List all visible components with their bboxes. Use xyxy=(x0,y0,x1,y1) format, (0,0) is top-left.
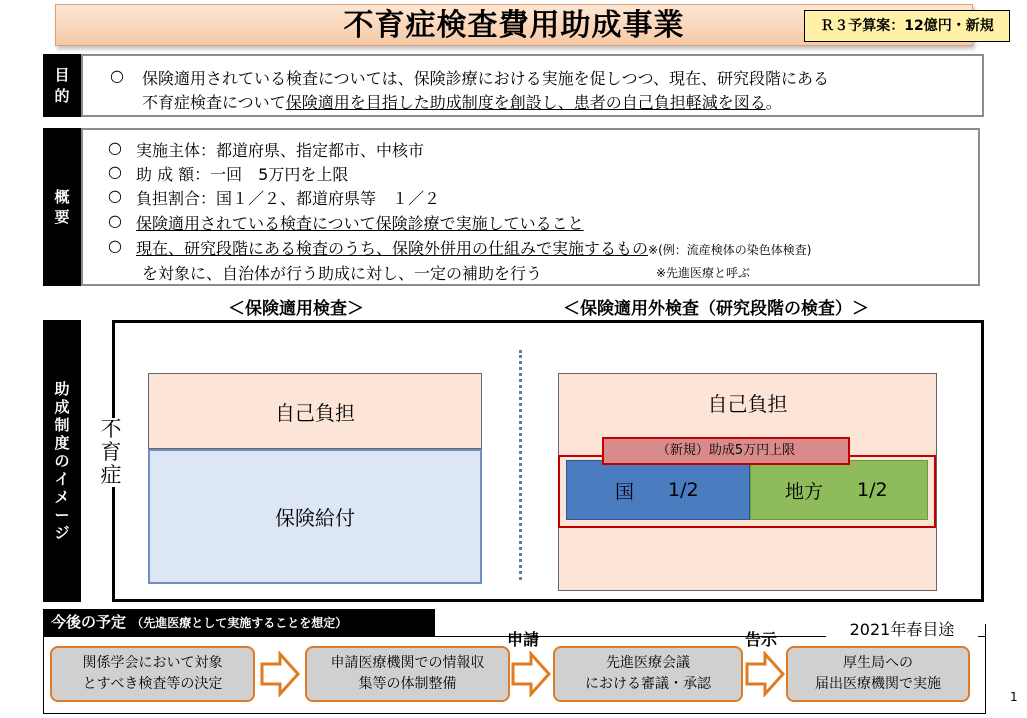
schedule-step-3 xyxy=(553,646,743,702)
kuni-label: 国 xyxy=(615,480,635,503)
overview-bullet: ○ xyxy=(108,211,122,230)
notice-tag: 告示 xyxy=(745,630,778,649)
step-line: 届出医療機関で実施 xyxy=(815,676,941,692)
overview-bullet: ○ xyxy=(108,162,122,181)
overview-section-label xyxy=(43,128,81,286)
arrow-right-icon xyxy=(260,651,300,697)
purpose-line2-underline: 保険適用を目指した助成制度を創設し、患者の自己負担軽減を図る xyxy=(285,93,766,112)
overview-item-3: 負担割合：国１／２、都道府県等 １／２ xyxy=(136,189,441,208)
purpose-section-label xyxy=(43,54,81,117)
target-date-label: 2021年春目途 xyxy=(826,618,978,642)
purpose-line1: 保険適用されている検査については、保険診療における実施を促しつつ、現在、研究段階にある xyxy=(142,69,830,88)
column-divider xyxy=(519,350,522,580)
overview-item-5-note2: ※先進医療と呼ぶ xyxy=(656,266,751,280)
step-line: 厚生局への xyxy=(843,655,913,671)
overview-label-char: 要 xyxy=(54,208,70,226)
overview-item-5-cont: を対象に、自治体が行う助成に対し、一定の補助を行う xyxy=(142,264,543,283)
image-label-char: 制 xyxy=(54,416,70,434)
right-column-heading: ＜保険適用外検査（研究段階の検査）＞ xyxy=(563,299,869,319)
page-title: 不育症検査費用助成事業 xyxy=(343,8,685,43)
step-line: 先進医療会議 xyxy=(606,655,690,671)
chiho-share: 1/2 xyxy=(857,479,888,501)
left-column-heading: ＜保険適用検査＞ xyxy=(228,299,364,319)
futei-label xyxy=(96,418,126,487)
overview-item-2: 助 成 額：一回 5万円を上限 xyxy=(136,165,349,184)
step-line: 集等の体制整備 xyxy=(358,676,457,692)
step-line: における審議・承認 xyxy=(585,676,711,692)
image-section-label xyxy=(43,320,81,602)
overview-item-4: 保険適用されている検査について保険診療で実施していること xyxy=(136,214,584,233)
image-label-char: ジ xyxy=(54,524,70,542)
purpose-line2-pre: 不育症検査について xyxy=(142,93,286,112)
overview-bullet: ○ xyxy=(108,236,122,255)
step-line: 関係学会において対象 xyxy=(82,655,223,671)
future-frame-bottom xyxy=(43,713,985,714)
apply-tag: 申請 xyxy=(507,630,540,649)
overview-item-5-text: 現在、研究段階にある検査のうち、保険外併用の仕組みで実施するもの xyxy=(136,239,649,258)
right-self-pay-label: 自己負担 xyxy=(707,392,788,416)
image-label-char: イ xyxy=(54,470,70,488)
image-label-char: 度 xyxy=(54,434,70,452)
future-section-label xyxy=(43,609,435,636)
subsidy-badge: （新規）助成5万円上限 xyxy=(602,437,850,465)
kuni-share-block xyxy=(566,460,750,520)
chiho-label: 地方 xyxy=(785,480,824,503)
left-insurance-block: 保険給付 xyxy=(148,449,482,584)
image-label-char: 助 xyxy=(54,380,70,398)
futei-char: 不 xyxy=(100,417,122,441)
future-label-text: 今後の予定 xyxy=(51,613,127,631)
futei-char: 症 xyxy=(100,463,122,488)
overview-item-5-note: ※(例：流産検体の染色体検査) xyxy=(648,243,812,257)
step-line: 申請医療機関での情報収 xyxy=(330,655,485,671)
kuni-share: 1/2 xyxy=(668,479,699,501)
image-label-char: ー xyxy=(54,506,70,524)
chiho-share-block xyxy=(750,460,928,520)
overview-item-1: 実施主体：都道府県、指定都市、中核市 xyxy=(136,141,425,160)
image-label-char: メ xyxy=(54,488,70,506)
arrow-right-icon xyxy=(745,651,785,697)
overview-item-5 xyxy=(136,236,811,259)
image-label-char: 成 xyxy=(54,398,70,416)
purpose-label-char: 的 xyxy=(54,86,70,105)
budget-badge: Ｒ３予算案：12億円・新規 xyxy=(804,10,1010,42)
overview-bullet: ○ xyxy=(108,138,122,157)
future-frame-right xyxy=(985,624,986,714)
overview-bullet: ○ xyxy=(108,186,122,205)
futei-char: 育 xyxy=(100,440,122,465)
purpose-bullet: ○ xyxy=(110,66,124,85)
arrow-right-icon xyxy=(511,651,551,697)
left-self-pay-block: 自己負担 xyxy=(148,373,482,449)
schedule-step-4 xyxy=(786,646,970,702)
future-label-note: （先進医療として実施することを想定） xyxy=(131,616,348,630)
schedule-step-1 xyxy=(50,646,255,702)
step-line: とすべき検査等の決定 xyxy=(82,676,223,692)
overview-label-char: 概 xyxy=(54,187,70,206)
page-number: 1 xyxy=(1010,690,1018,704)
purpose-label-char: 目 xyxy=(54,66,70,85)
schedule-step-2 xyxy=(305,646,510,702)
purpose-line2-post: 。 xyxy=(765,93,782,112)
future-frame-left xyxy=(43,636,44,714)
image-label-char: の xyxy=(54,452,70,470)
image-label-chars xyxy=(54,380,69,542)
purpose-line2 xyxy=(142,90,782,113)
